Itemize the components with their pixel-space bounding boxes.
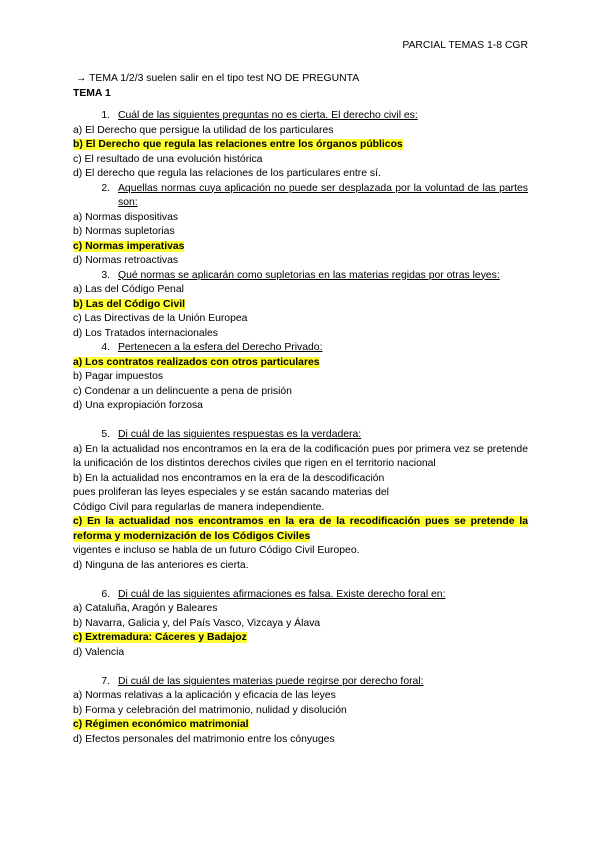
question-number: 3. bbox=[101, 269, 110, 281]
option: d) Ninguna de las anteriores es cierta. bbox=[73, 559, 249, 571]
option-correct: a) Los contratos realizados con otros particulares bbox=[73, 356, 320, 368]
question-text: Qué normas se aplicarán como supletorias en las materias regidas por otras leyes: bbox=[118, 269, 500, 281]
question-number: 4. bbox=[101, 342, 110, 353]
section-heading: TEMA 1 bbox=[73, 87, 111, 99]
option: d) Normas retroactivas bbox=[73, 255, 179, 266]
question-2 bbox=[73, 182, 528, 211]
question-number: 5. bbox=[101, 429, 110, 440]
option: c) Las Directivas de la Unión Europea bbox=[73, 313, 248, 324]
option: d) Efectos personales del matrimonio entre los cónyuges bbox=[73, 733, 335, 745]
option: b) Pagar impuestos bbox=[73, 371, 164, 382]
question-5 bbox=[73, 428, 528, 443]
question-6 bbox=[73, 588, 528, 603]
intro-note: → TEMA 1/2/3 suelen salir en el tipo test NO DE PREGUNTA bbox=[76, 73, 360, 84]
question-text: Di cuál de las siguientes respuestas es la verdadera: bbox=[118, 429, 362, 440]
option-continuation: vigentes e incluso se habla de un futuro Código Civil Europeo. bbox=[73, 545, 360, 556]
option: a) Normas relativas a la aplicación y eficacia de las leyes bbox=[73, 690, 336, 701]
option-correct: b) El Derecho que regula las relaciones entre los órganos públicos bbox=[73, 139, 403, 150]
option: d) Valencia bbox=[73, 646, 125, 658]
option: a) Normas dispositivas bbox=[73, 211, 179, 223]
question-7 bbox=[73, 675, 528, 690]
option: b) En la actualidad nos encontramos en la era de la descodificación bbox=[73, 472, 385, 484]
question-number: 2. bbox=[101, 182, 110, 194]
option: a) En la actualidad nos encontramos en la era de la codificación pues por primera vez se pretende la unificación de los distintos derechos civiles que rigen en el territorio nacional bbox=[73, 443, 528, 469]
option-correct: c) Extremadura: Cáceres y Badajoz bbox=[73, 632, 247, 643]
question-text: Di cuál de las siguientes afirmaciones es falsa. Existe derecho foral en: bbox=[118, 588, 446, 600]
option: b) Normas supletorias bbox=[73, 226, 175, 237]
question-text: Pertenecen a la esfera del Derecho Privado: bbox=[118, 342, 323, 353]
question-number: 6. bbox=[101, 588, 110, 600]
option-correct: c) Régimen económico matrimonial bbox=[73, 719, 249, 730]
question-4 bbox=[73, 341, 528, 356]
question-1 bbox=[73, 109, 528, 124]
document-content bbox=[73, 72, 528, 747]
option: a) El Derecho que persigue la utilidad de los particulares bbox=[73, 124, 334, 136]
option: a) Las del Código Penal bbox=[73, 284, 184, 295]
option: c) El resultado de una evolución histórica bbox=[73, 153, 263, 165]
option-correct: c) En la actualidad nos encontramos en la era de la recodificación pues se pretende la reforma y modernización de los Códigos Civiles bbox=[73, 516, 528, 542]
option-continuation: Código Civil para regularlas de manera independiente. bbox=[73, 501, 325, 513]
option-correct: b) Las del Código Civil bbox=[73, 298, 185, 310]
option-correct: c) Normas imperativas bbox=[73, 240, 185, 252]
question-text: Aquellas normas cuya aplicación no puede ser desplazada por la voluntad de las partes son: bbox=[118, 182, 528, 208]
option: d) El derecho que regula las relaciones de los particulares entre sí. bbox=[73, 168, 381, 179]
option: c) Condenar a un delincuente a pena de prisión bbox=[73, 385, 292, 397]
question-text: Di cuál de las siguientes materias puede regirse por derecho foral: bbox=[118, 675, 424, 687]
option: a) Cataluña, Aragón y Baleares bbox=[73, 603, 218, 614]
question-number: 7. bbox=[101, 675, 110, 687]
question-text: Cuál de las siguientes preguntas no es cierta. El derecho civil es: bbox=[118, 110, 418, 121]
page-header: PARCIAL TEMAS 1-8 CGR bbox=[402, 40, 528, 51]
option: d) Los Tratados internacionales bbox=[73, 327, 218, 339]
question-3 bbox=[73, 269, 528, 284]
option-continuation: pues proliferan las leyes especiales y se están sacando materias del bbox=[73, 487, 389, 498]
question-number: 1. bbox=[101, 110, 110, 121]
option: b) Navarra, Galicia y, del País Vasco, Vizcaya y Álava bbox=[73, 617, 321, 629]
option: b) Forma y celebración del matrimonio, nulidad y disolución bbox=[73, 704, 347, 716]
option: d) Una expropiación forzosa bbox=[73, 400, 203, 411]
